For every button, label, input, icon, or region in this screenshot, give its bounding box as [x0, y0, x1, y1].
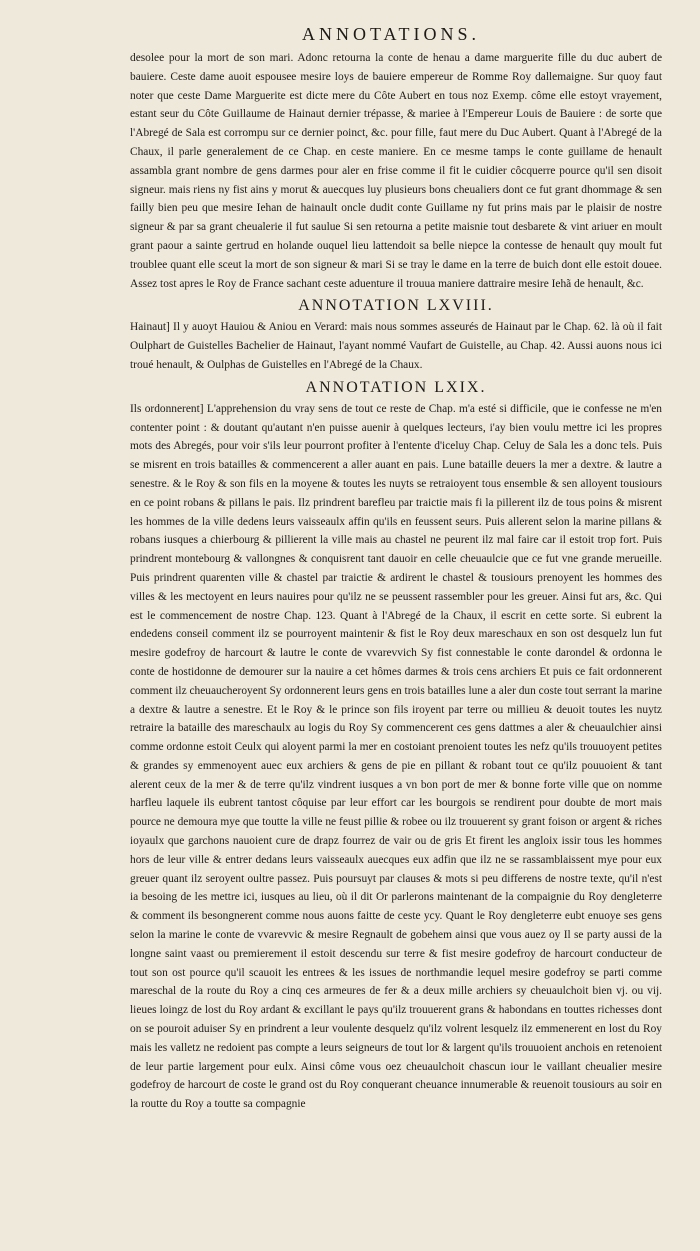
running-title: ANNOTATIONS. [301, 24, 481, 44]
annotation-69-heading: ANNOTATION LXIX. [305, 378, 487, 396]
annotation-68-text: Hainaut] Il y auoyt Hauiou & Aniou en Verard: mais nous sommes asseurés de Hainaut par le Chap. 62. là où il fait Oulphart de Guistelles Bachelier de Hainaut, l'ayant nommé Vaufart de Guistelle, au Chap. 42. Aussi auons nous ici troué henault, & Oulphas de Guistelles en l'Abregé de la Chaux. [130, 321, 662, 371]
intro-paragraph: desolee pour la mort de son mari. Adonc retourna la conte de henau a dame marguerite fille du duc aubert de bauiere. Ceste dame auoit espousee mesire loys de bauiere empereur de Romme Roy dallemaigne. Sur quoy faut noter que ceste Dame Marguerite est dicte mere du Côte Aubert en tous noz Exemp. côme elle estoyt vrayement, estant seur du Côte Guillaume de Hainaut dernier trépasse, & mariee à l'Empereur Louis de Bauiere : de sorte que l'Abregé de Sala est corrompu sur ce dernier poinct, &c. pour fille, faut mere du Duc Aubert. Quant à l'Abregé de la Chaux, il parle generalement de ce Chap. en ceste maniere. En ce mesme tamps le conte guillame de henault assambla grant nombre de gens darmes pour aler en frise comme il fit le cuidier côcquerre pource qu'il sen disoit signeur. mais riens ny fist ains y morut & auecques luy plusieurs bons cheualiers dont ce fut grant dhommage & sen failly bien peu que mesire Iehan de hainault oncle dudit conte Guillame ny fut prins mais par le plaisir de nostre signeur & par sa grant cheualerie il fut saulue Si sen retourna a petite maisnie tout desbarete & vint ariuer en moult grant paour a sainte gertrud en holande ouquel lieu lattendoit sa belle niepce la contesse de henault quy moult fut troublee quant elle sceut la mort de son signeur & mari Si se tray le dame en la terre de buich dont elle estoit douee. Assez tost apres le Roy de France sachant ceste aduenture il trouua maniere dattraire mesire Iehã de henault, &c. [130, 52, 662, 290]
annotation-68-heading: ANNOTATION LXVIII. [298, 297, 494, 315]
page-bottom-margin [0, 1131, 700, 1251]
annotation-69-text: Ils ordonnerent] L'apprehension du vray sens de tout ce reste de Chap. m'a esté si difficile, que ie confesse ne m'en contenter point : & doutant qu'autant n'en puisse auenir à quelques lecteurs, i'ay bien voulu mettre ici les propres mots des Abregés, pour voir s'ils leur pourront profiter à l'entente d'iceluy Chap. Celuy de Sala les a donc tels. Puis se misrent en trois batailles & commencerent a aller auant en pais. Lune bataille deuers la mer a dextre. & lautre a senestre. & le Roy & son fils en la moyene & toutes les nuyts se retraioyent tous ensemble & sen alloyent tousiours en ce point robans & pillans le pais. Ilz prindrent barefleu par traictie mais fi la pillerent ilz de tous poins & misrent les hommes de la ville dedens leurs vaisseaulx affin qu'ils en feussent seurs. Puis allerent selon la marine pillans & robans iusques a chierbourg & pillierent la ville mais au chastel ne peurent ilz mal faire car il estoit trop fort. Puis prindrent montebourg & vallongnes & conquisrent tant dauoir en celle cheuaulcie que ce fut vne grande merueille. Puis prindrent quarenten ville & chastel par traictie & ardirent le chastel & tousiours prenoyent les hommes des villes & les mectoyent en leurs nauires pour qu'ilz ne se peussent rassembler pour les greuer. Ainsi fut ars, &c. Qui est le commencement de nostre Chap. 123. Quant à l'Abregé de la Chaux, il escrit en cette sorte. Si eubrent la endedens conseil comment ilz se pourroyent maintenir & fist le Roy deux mareschaux en son ost desquelz lun fut mesire godefroy de harcourt & lautre le conte de vvarevvich Sy fist connestable le conte darondel & ordonna le conte de hostidonne de demourer sur la nauire a cet hômes darmes & trois cens archiers Et puis ce fait ordonnerent comment ilz cheuaucheroyent Sy ordonnerent leurs gens en trois batailles lune a aler dun coste tout serrant la marine a dextre & lautre a senestre. Et le Roy & le prince son fils iroyent par terre ou millieu & deuoit toutes les nuytz retraire la bataille des mareschaulx au logis du Roy Sy commencerent ces gens dattmes a aler & cheuaulchier ainsi comme ordonne estoit Ceulx qui aloyent parmi la mer en costoiant prenoient toutes les nefz qu'ils trouuoyent petites & grandes sy emmenoyent auec eux archiers & gens de pie en pillant & robant tout ce qu'ilz pouuoient & tant alerent ceux de la mer & de terre qu'ilz vindrent iusques a vn bon port de mer & bonne forte ville que on nomme harfleu laquele ils eubrent tantost côquise par leur effort car les bourgois se rendirent pour doubte de mort mais pource ne demoura mye que toutte la ville ne feust pillie & robee ou ilz trouuerent sy grant foison or argent & riches ioyaulx que garchons nauoient cure de drapz fourrez de vair ou de gris Et firent les angloix issir tous les hommes hors de leur ville & entrer dedans leurs vaisseaulx auecques eux adfin que ilz ne se rassamblaissent mye pour eux greuer quant ilz seroyent oultre passez. Puis poursuyt par clauses & mots si peu differens de nostre texte, qu'il n'est ia besoing de les mettre ici, iusques au lieu, où il dit Or parlerons maintenant de la compaignie du Roy dengleterre & comment ils besongnerent comme nous auons faitte de ceste ycy. Quant le Roy dengleterre eubt enuoye ses gens selon la marine le conte de vvarevvic & mesire Regnault de gobehem ainsi que vous auez oy Il se party aussi de la longne saint vaast ou premierement il estoit descendu sur terre & fist mesire godefroy de harcourt conducteur de tout son ost pource qu'il scauoit les entrees & les issues de northmandie lequel mesire godefroy se parti comme mareschal de la route du Roy a cinq ces armeures de fer & a deux mille archiers sy cheuaulchoit bien vj. ou vij. lieues loingz de lost du Roy ardant & excillant le pays qu'ilz trouuerent grans & habondans en touttes richesses dont on se pouroit aduiser Sy en prindrent a leur voulente desquelz qu'ilz volrent lesquelz ilz emmenerent en lost du Roy mais les valletz ne redoient pas compte a leurs seigneurs de tout lor & largent qu'ils trouuoient anchois en retenoient de leur partie largement pour eulx. Ainsi côme vous oez cheuaulchoit chascun iour le vaillant cheualier mesire godefroy de harcourt de coste le grand ost du Roy conquerant cheuance innumerable & reuenoit tousiours au soir en la routte du Roy a toutte sa compagnie [130, 402, 663, 1111]
